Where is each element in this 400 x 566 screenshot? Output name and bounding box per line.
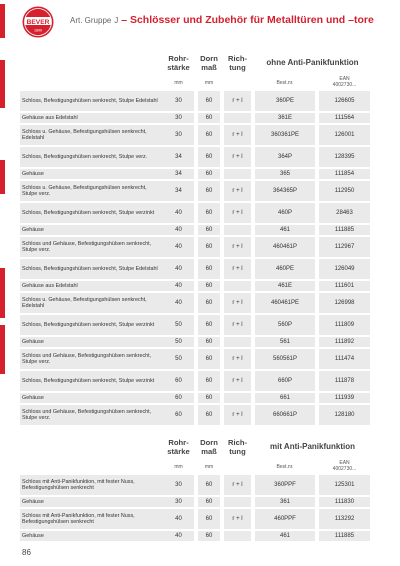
cell-description: Schloss und Gehäuse, Befestigungshülsen senkrecht, Stulpe verz.	[20, 405, 163, 425]
cell-bestnr: 360361PE	[255, 125, 315, 145]
cell-richtung: r + l	[224, 349, 251, 369]
cell-rohrstaerke: 30	[163, 125, 194, 145]
ean-header: EAN 4002730...	[319, 76, 370, 89]
cell-rohrstaerke: 60	[163, 405, 194, 425]
cell-bestnr: 461	[255, 225, 315, 235]
cell-dornmass: 60	[198, 531, 220, 541]
cell-ean: 111474	[319, 349, 370, 369]
cell-richtung: r + l	[224, 315, 251, 335]
table-row	[20, 315, 370, 335]
cell-description: Gehäuse	[20, 531, 163, 541]
cell-description: Schloss, Befestigungshülsen senkrecht, Stulpe verz.	[20, 147, 163, 167]
cell-bestnr: 460PPF	[255, 509, 315, 529]
cell-rohrstaerke: 60	[163, 371, 194, 391]
page-title: – Schlösser und Zubehör für Metalltüren und –tore	[121, 14, 374, 26]
table-row	[20, 225, 370, 235]
cell-rohrstaerke: 34	[163, 181, 194, 201]
cell-description: Schloss mit Anti-Panikfunktion, mit fester Nuss, Befestigungshülsen senkrecht	[20, 475, 163, 495]
cell-richtung: r + l	[224, 181, 251, 201]
cell-description: Schloss, Befestigungshülsen senkrecht, Stulpe verzinkt	[20, 371, 163, 391]
cell-rohrstaerke: 30	[163, 497, 194, 507]
product-table-without-panic	[20, 52, 370, 427]
margin-red-bar	[0, 268, 5, 318]
cell-ean: 128180	[319, 405, 370, 425]
cell-ean: 126001	[319, 125, 370, 145]
cell-dornmass: 60	[198, 293, 220, 313]
cell-bestnr: 364365P	[255, 181, 315, 201]
cell-dornmass: 60	[198, 181, 220, 201]
cell-richtung: r + l	[224, 147, 251, 167]
cell-dornmass: 60	[198, 315, 220, 335]
cell-rohrstaerke: 30	[163, 113, 194, 123]
table-row	[20, 203, 370, 223]
table-row	[20, 113, 370, 123]
cell-ean: 111830	[319, 497, 370, 507]
cell-richtung: r + l	[224, 91, 251, 111]
cell-dornmass: 60	[198, 509, 220, 529]
cell-rohrstaerke: 40	[163, 203, 194, 223]
table-row	[20, 237, 370, 257]
table-row	[20, 259, 370, 279]
cell-dornmass: 60	[198, 259, 220, 279]
bestnr-header: Best.nr.	[255, 76, 315, 89]
cell-rohrstaerke: 50	[163, 337, 194, 347]
cell-ean: 111809	[319, 315, 370, 335]
cell-richtung	[224, 531, 251, 541]
section-heading: ohne Anti-Panikfunktion	[255, 54, 370, 74]
table-row	[20, 349, 370, 369]
table-row	[20, 531, 370, 541]
table-row	[20, 147, 370, 167]
cell-rohrstaerke: 30	[163, 475, 194, 495]
cell-bestnr: 360PE	[255, 91, 315, 111]
cell-description: Schloss und Gehäuse, Befestigungshülsen senkrecht, Stulpe verz.	[20, 349, 163, 369]
cell-bestnr: 361	[255, 497, 315, 507]
cell-ean: 126605	[319, 91, 370, 111]
cell-richtung: r + l	[224, 475, 251, 495]
margin-red-bar	[0, 160, 5, 194]
cell-dornmass: 60	[198, 281, 220, 291]
col-header-dornmass: Dorn maß	[198, 438, 220, 458]
cell-description: Schloss, Befestigungshülsen senkrecht, Stulpe verzinkt	[20, 203, 163, 223]
col-header-rohrstaerke: Rohr- stärke	[163, 54, 194, 74]
margin-red-bar	[0, 60, 5, 108]
table-row	[20, 91, 370, 111]
cell-bestnr: 661	[255, 393, 315, 403]
cell-richtung: r + l	[224, 259, 251, 279]
cell-description: Schloss u. Gehäuse, Befestigungshülsen senkrecht, Edelstahl	[20, 293, 163, 313]
section-heading: mit Anti-Panikfunktion	[255, 438, 370, 458]
cell-description: Gehäuse aus Edelstahl	[20, 113, 163, 123]
cell-dornmass: 60	[198, 225, 220, 235]
bever-logo	[22, 6, 54, 38]
cell-richtung: r + l	[224, 405, 251, 425]
cell-rohrstaerke: 40	[163, 293, 194, 313]
art-group-label: Art. Gruppe	[70, 16, 112, 25]
cell-bestnr: 660P	[255, 371, 315, 391]
cell-rohrstaerke: 40	[163, 509, 194, 529]
cell-rohrstaerke: 34	[163, 169, 194, 179]
cell-description: Gehäuse	[20, 337, 163, 347]
cell-rohrstaerke: 40	[163, 259, 194, 279]
cell-rohrstaerke: 34	[163, 147, 194, 167]
cell-dornmass: 60	[198, 405, 220, 425]
product-table-with-panic	[20, 436, 370, 543]
page-number: 86	[22, 548, 31, 557]
cell-description: Schloss und Gehäuse, Befestigungshülsen senkrecht, Stulpe verz.	[20, 237, 163, 257]
cell-description: Gehäuse	[20, 169, 163, 179]
cell-richtung: r + l	[224, 371, 251, 391]
cell-bestnr: 365	[255, 169, 315, 179]
cell-ean: 112967	[319, 237, 370, 257]
cell-richtung: r + l	[224, 237, 251, 257]
cell-rohrstaerke: 50	[163, 349, 194, 369]
cell-description: Schloss, Befestigungshülsen senkrecht, Stulpe Edelstahl	[20, 259, 163, 279]
cell-dornmass: 60	[198, 337, 220, 347]
art-group-number: J	[114, 16, 119, 25]
cell-dornmass: 60	[198, 237, 220, 257]
table-row	[20, 393, 370, 403]
cell-richtung	[224, 393, 251, 403]
cell-description: Schloss mit Anti-Panikfunktion, mit fester Nuss, Befestigungshülsen senkrecht	[20, 509, 163, 529]
cell-richtung	[224, 169, 251, 179]
cell-ean: 113292	[319, 509, 370, 529]
logo-text: BEVER	[26, 18, 50, 26]
page-header	[70, 14, 374, 26]
cell-ean: 111878	[319, 371, 370, 391]
col-header-rohrstaerke: Rohr- stärke	[163, 438, 194, 458]
ean-header: EAN 4002730...	[319, 460, 370, 473]
cell-richtung: r + l	[224, 293, 251, 313]
cell-bestnr: 460461P	[255, 237, 315, 257]
cell-description: Schloss, Befestigungshülsen senkrecht, Stulpe verzinkt	[20, 315, 163, 335]
cell-dornmass: 60	[198, 349, 220, 369]
cell-bestnr: 460PE	[255, 259, 315, 279]
cell-dornmass: 60	[198, 91, 220, 111]
table-row	[20, 337, 370, 347]
cell-bestnr: 364P	[255, 147, 315, 167]
cell-richtung: r + l	[224, 203, 251, 223]
cell-dornmass: 60	[198, 371, 220, 391]
cell-richtung: r + l	[224, 509, 251, 529]
cell-ean: 111885	[319, 225, 370, 235]
cell-description: Schloss, Befestigungshülsen senkrecht, Stulpe Edelstahl	[20, 91, 163, 111]
cell-bestnr: 561	[255, 337, 315, 347]
cell-description: Gehäuse	[20, 497, 163, 507]
cell-ean: 111564	[319, 113, 370, 123]
cell-rohrstaerke: 40	[163, 237, 194, 257]
cell-dornmass: 60	[198, 169, 220, 179]
cell-ean: 111601	[319, 281, 370, 291]
cell-bestnr: 460461PE	[255, 293, 315, 313]
cell-rohrstaerke: 40	[163, 531, 194, 541]
cell-ean: 111939	[319, 393, 370, 403]
unit-label: mm	[163, 460, 194, 473]
table-row	[20, 371, 370, 391]
cell-richtung	[224, 337, 251, 347]
cell-ean: 111854	[319, 169, 370, 179]
cell-description: Schloss u. Gehäuse, Befestigungshülsen senkrecht, Stulpe verz.	[20, 181, 163, 201]
unit-label: mm	[198, 76, 220, 89]
cell-richtung	[224, 113, 251, 123]
cell-dornmass: 60	[198, 113, 220, 123]
margin-red-bar	[0, 4, 5, 38]
cell-bestnr: 560P	[255, 315, 315, 335]
cell-richtung	[224, 281, 251, 291]
cell-description: Schloss u. Gehäuse, Befestigungshülsen senkrecht, Edelstahl	[20, 125, 163, 145]
margin-red-bar	[0, 325, 5, 374]
cell-bestnr: 460P	[255, 203, 315, 223]
cell-dornmass: 60	[198, 475, 220, 495]
cell-dornmass: 60	[198, 393, 220, 403]
cell-description: Gehäuse	[20, 225, 163, 235]
bestnr-header: Best.nr.	[255, 460, 315, 473]
cell-rohrstaerke: 30	[163, 91, 194, 111]
cell-dornmass: 60	[198, 497, 220, 507]
cell-bestnr: 361E	[255, 113, 315, 123]
cell-ean: 126049	[319, 259, 370, 279]
cell-ean: 125301	[319, 475, 370, 495]
table-row	[20, 475, 370, 495]
cell-ean: 112950	[319, 181, 370, 201]
unit-label: mm	[198, 460, 220, 473]
cell-ean: 128395	[319, 147, 370, 167]
cell-richtung	[224, 225, 251, 235]
table-row	[20, 497, 370, 507]
cell-richtung: r + l	[224, 125, 251, 145]
cell-bestnr: 360PPF	[255, 475, 315, 495]
cell-rohrstaerke: 50	[163, 315, 194, 335]
table-row	[20, 509, 370, 529]
cell-dornmass: 60	[198, 203, 220, 223]
cell-dornmass: 60	[198, 125, 220, 145]
cell-bestnr: 461E	[255, 281, 315, 291]
cell-ean: 126998	[319, 293, 370, 313]
unit-label: mm	[163, 76, 194, 89]
cell-richtung	[224, 497, 251, 507]
col-header-richtung: Rich- tung	[224, 438, 251, 458]
table-row	[20, 169, 370, 179]
cell-description: Gehäuse	[20, 393, 163, 403]
cell-description: Gehäuse aus Edelstahl	[20, 281, 163, 291]
logo-year: 1899	[34, 28, 42, 33]
cell-ean: 111885	[319, 531, 370, 541]
col-header-dornmass: Dorn maß	[198, 54, 220, 74]
col-header-richtung: Rich- tung	[224, 54, 251, 74]
table-row	[20, 125, 370, 145]
cell-rohrstaerke: 40	[163, 225, 194, 235]
cell-bestnr: 560561P	[255, 349, 315, 369]
cell-bestnr: 660661P	[255, 405, 315, 425]
table-row	[20, 405, 370, 425]
cell-rohrstaerke: 60	[163, 393, 194, 403]
table-row	[20, 281, 370, 291]
cell-bestnr: 461	[255, 531, 315, 541]
table-row	[20, 181, 370, 201]
table-row	[20, 293, 370, 313]
cell-dornmass: 60	[198, 147, 220, 167]
cell-ean: 111892	[319, 337, 370, 347]
cell-rohrstaerke: 40	[163, 281, 194, 291]
cell-ean: 28463	[319, 203, 370, 223]
